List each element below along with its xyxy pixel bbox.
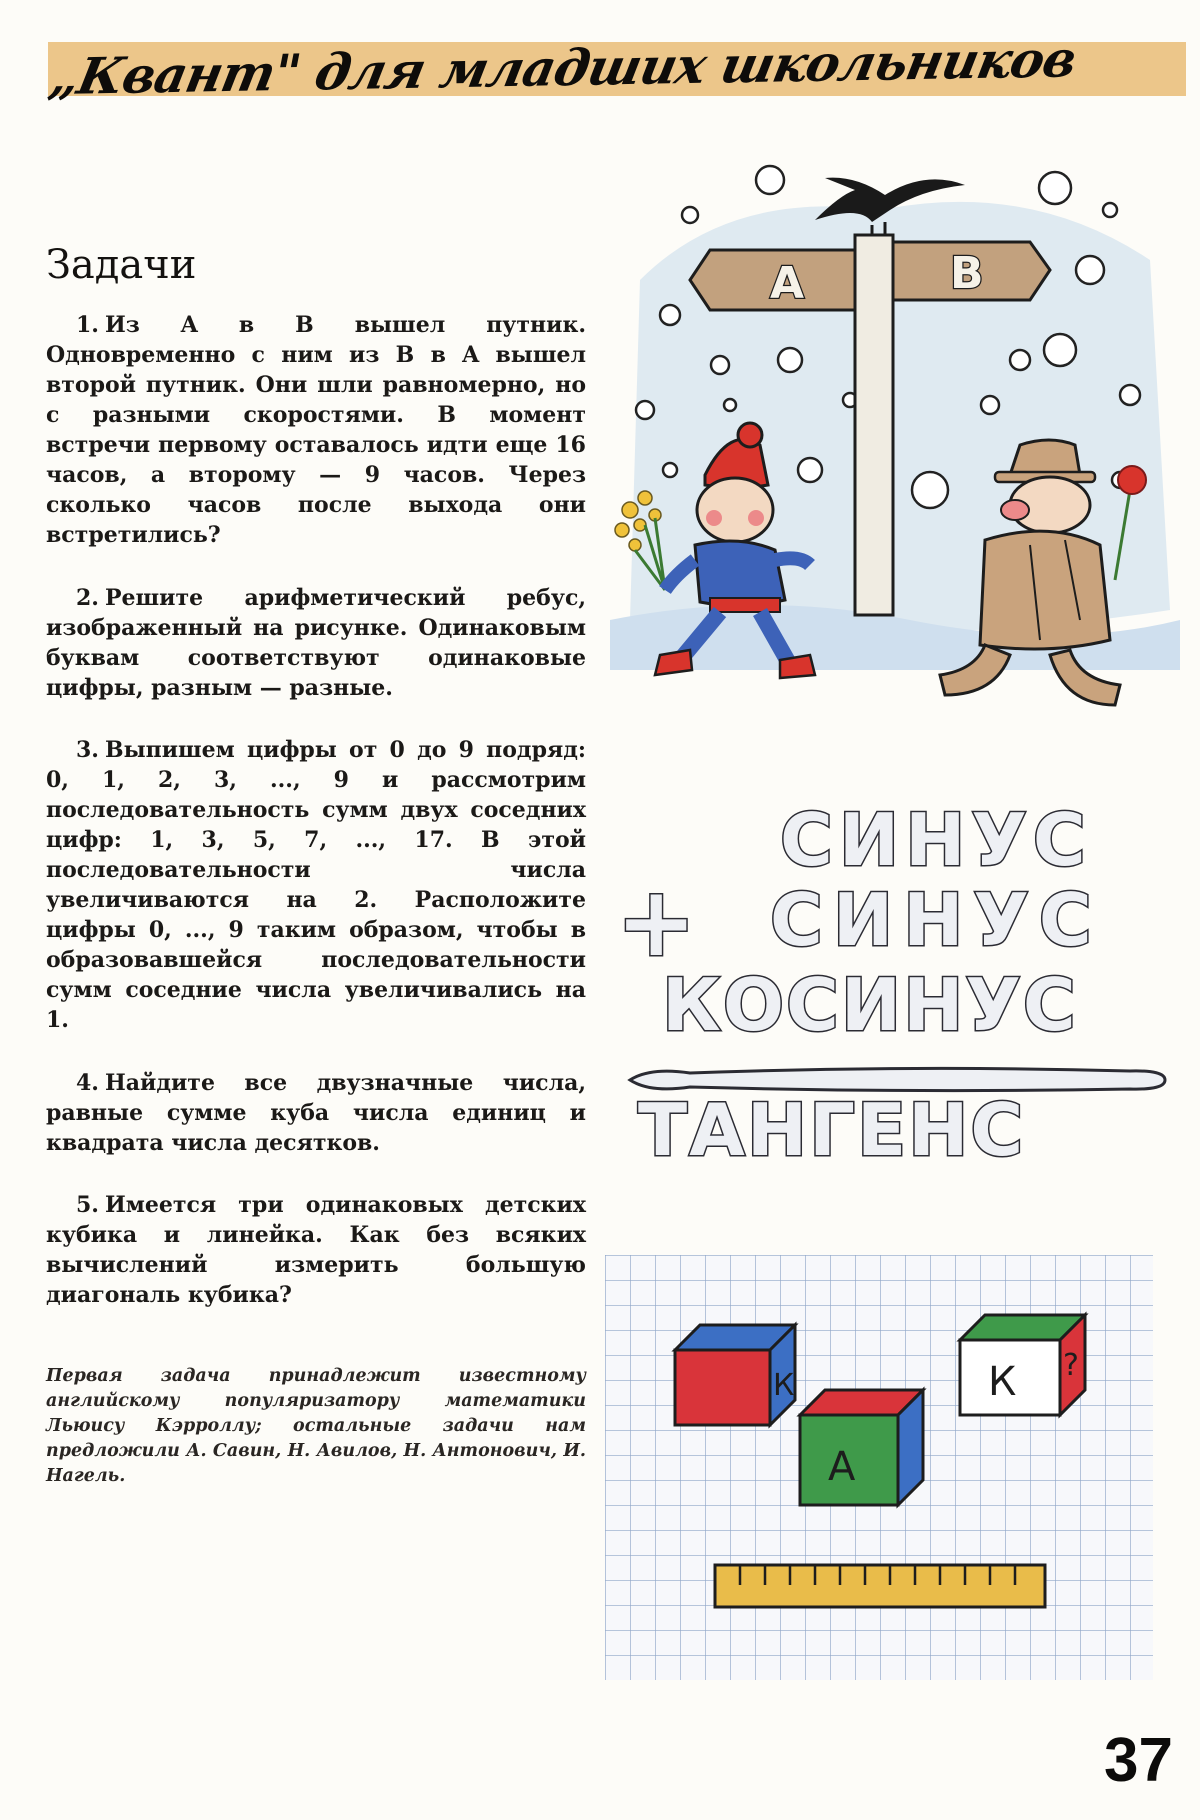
problem-text: Из A в B вышел путник. Одновременно с ним из B в A вышел второй путник. Они шли равномерно, но с разными скоростями. В момент встречи первому оставалось идти еще 16 часов, а второму — 9 часов. Через сколько часов после выхода они встретились? (46, 312, 586, 548)
rebus-line-1: СИНУС (780, 798, 1092, 882)
cube-3 (960, 1315, 1085, 1415)
cube-3-question-mark: ? (1063, 1348, 1079, 1383)
problem-2 (46, 583, 586, 703)
rebus-plus-sign: + (616, 866, 697, 978)
problem-1 (46, 310, 586, 550)
problem-3 (46, 735, 586, 1035)
problem-number: 3. (76, 737, 99, 763)
rebus-line-4: ТАНГЕНС (638, 1088, 1026, 1172)
problem-text: Имеется три одинаковых детских кубика и линейка. Как без всяких вычислений измерить большую диагональ кубика? (46, 1192, 586, 1308)
problem-number: 2. (76, 585, 99, 611)
signpost-pole (855, 235, 893, 615)
cube-1 (675, 1325, 795, 1425)
problem-text: Найдите все двузначные числа, равные сумме куба числа единиц и квадрата числа десятков. (46, 1070, 586, 1156)
signpost-illustration (610, 150, 1180, 730)
right-sign (893, 242, 1050, 300)
page-number: 37 (1104, 1726, 1173, 1795)
left-sign (690, 250, 855, 310)
problem-number: 1. (76, 312, 99, 338)
sign-letter-left: А (770, 258, 805, 309)
credit-note: Первая задача принадлежит известному английскому популяризатору математики Льюису Кэрроллу; остальные задачи нам предложили А. Савин, Н. Авилов, Н. Антонович, И. Нагель. (46, 1366, 586, 1486)
problem-4 (46, 1068, 586, 1158)
problem-text: Выпишем цифры от 0 до 9 подряд: 0, 1, 2, 3, ..., 9 и рассмотрим последовательность сумм двух соседних цифр: 1, 3, 5, 7, ..., 17. В этой последовательности числа увеличиваются на 2. Расположите цифры 0, ..., 9 таким образом, чтобы в образовавшейся последовательности сумм соседние числа увеличивались на 1. (46, 737, 586, 1033)
rebus-line-2: СИНУС (770, 878, 1102, 962)
cubes-illustration (605, 1255, 1153, 1680)
cube-3-letter: К (988, 1359, 1017, 1405)
problem-text: Решите арифметический ребус, изображенный на рисунке. Одинаковым буквам соответствуют одинаковые цифры, разным — разные. (46, 585, 586, 701)
cube-2-letter: А (828, 1444, 856, 1490)
cube-1-letter: К (773, 1368, 795, 1403)
rebus-illustration (610, 795, 1180, 1175)
sign-letter-right: В (950, 248, 984, 299)
ruler (715, 1565, 1045, 1607)
banner-title: „Квант" для младших школьников (44, 29, 1082, 107)
problem-number: 4. (76, 1070, 99, 1096)
cube-2 (800, 1390, 923, 1505)
rebus-line-3: КОСИНУС (662, 963, 1078, 1047)
section-title: Задачи (46, 242, 197, 288)
problem-number: 5. (76, 1192, 99, 1218)
problem-5 (46, 1190, 586, 1310)
